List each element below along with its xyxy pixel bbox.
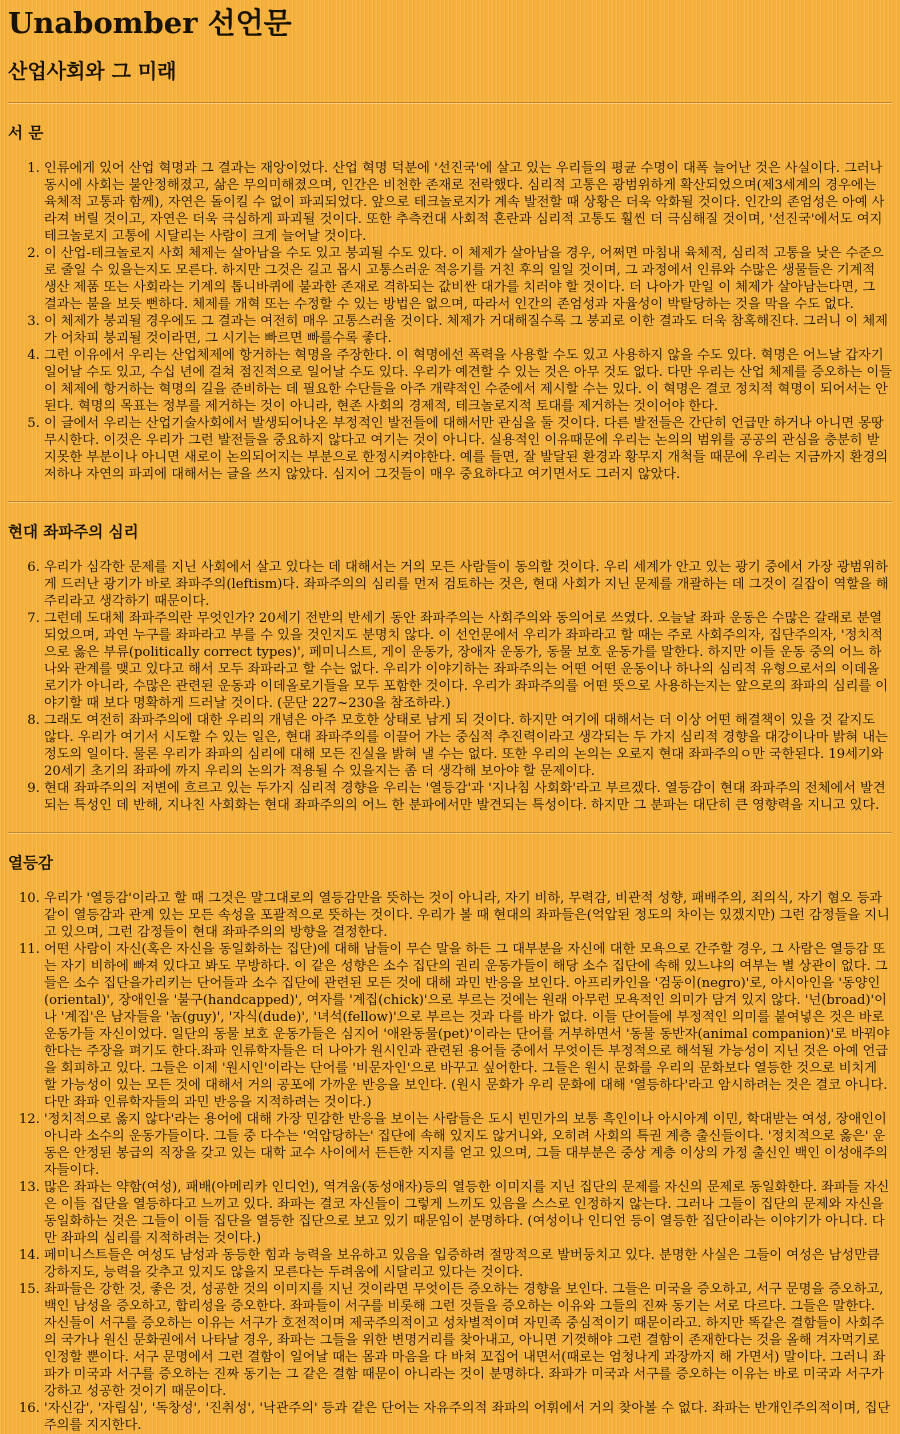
- section-heading: 열등감: [8, 854, 53, 872]
- page-title: Unabomber 선언문: [8, 6, 292, 40]
- list-item: 13. 많은 좌파는 약함(여성), 패배(아메리카 인디언), 역겨움(동성애자)등의 열등한 이미지를 지닌 집단의 문제를 자신의 문제로 동일화한다. 좌파들 자신은 이들 집단을 열등하다고 느끼고 있다. 좌파는 결코 자신들이 그렇게 느끼도 있음을 스스로 인정하지 않는다. 그러나 그들이 집단의 문제와 자신을 동일화하는 것은 그들이 이들 집단을 열등한 집단으로 보고 있기 때문임이 분명하다. (여성이나 인디언 등이 열등한 집단이라는 이야기가 아니다. 다만 좌파의 심리를 지적하려는 것이다.): [44, 1179, 892, 1247]
- page-subtitle: 산업사회와 그 미래: [8, 59, 177, 83]
- list-item: 16. '자신감', '자립심', '독창성', '진취성', '낙관주의' 등과 같은 단어는 자유주의적 좌파의 어휘에서 거의 찾아볼 수 없다. 좌파는 반개인주의적이며, 집단주의를 지지한다.: [44, 1400, 892, 1434]
- list-item: 14. 페미니스트들은 여성도 남성과 동등한 힘과 능력을 보유하고 있음을 입증하려 절망적으로 발버둥치고 있다. 분명한 사실은 그들이 여성은 남성만큼 강하지도, 능력을 갖추고 있지도 않을지 모른다는 두려움에 시달리고 있다는 것이다.: [44, 1247, 892, 1281]
- section-inferiority: [8, 852, 892, 1434]
- list-item: 15. 좌파들은 강한 것, 좋은 것, 성공한 것의 이미지를 지닌 것이라면 무엇이든 증오하는 경향을 보인다. 그들은 미국을 증오하고, 서구 문명을 증오하고, 백인 남성을 증오하고, 합리성을 증오한다. 좌파들이 서구를 비롯해 그런 것들을 증오하는 이유와 그들의 진짜 동기는 서로 다르다. 그들은 말한다. 자신들이 서구를 증오하는 이유는 서구가 호전적이며 제국주의적이고 성차별적이며 자민족 중심적이기 때문이라고. 하지만 똑같은 결함들이 사회주의 국가나 원신 문화권에서 나타날 경우, 좌파는 그들을 위한 변명거리를 찾아내고, 아니면 기껏해야 그런 결함이 존재한다는 것을 올해 겨자먹기로 인정할 뿐이다. 서구 문명에서 그런 결함이 일어날 때는 몸과 마음을 다 바쳐 꼬집어 내면서(때로는 엄청나게 과장까지 해 가면서) 말이다. 그러니 좌파가 미국과 서구를 증오하는 진짜 동기는 그 같은 결함 때문이 아니라는 것이 분명하다. 좌파가 미국과 서구를 증오하는 이유는 바로 미국과 서구가 강하고 성공한 것이기 때문이다.: [44, 1281, 892, 1400]
- list-item: 10. 우리가 '열등감'이라고 할 때 그것은 말그대로의 열등감만을 뜻하는 것이 아니라, 자기 비하, 무력감, 비관적 성향, 패배주의, 죄의식, 자기 혐오 등과 같이 열등감과 관계 있는 모든 속성을 포괄적으로 뜻하는 것이다. 우리가 볼 때 현대의 좌파들은(억압된 정도의 차이는 있겠지만) 그런 감정들을 지니고 있으며, 그런 감정들이 현대 좌파주의의 방향을 결정한다.: [44, 890, 892, 941]
- list-item: 9. 현대 좌파주의의 저변에 흐르고 있는 두가지 심리적 경향을 우리는 '열등감'과 '지나침 사회화'라고 부르겠다. 열등감이 현대 좌파주의 전체에서 발견되는 특성인 데 반해, 지나친 사회화는 현대 좌파주의의 어느 한 분파에서만 발견되는 특성이다. 하지만 그 분파는 대단히 큰 영향력을 지니고 있다.: [44, 780, 892, 814]
- section-heading: 서 문: [8, 124, 44, 142]
- divider: [8, 501, 892, 503]
- list-item: 1. 인류에게 있어 산업 혁명과 그 결과는 재앙이었다. 산업 혁명 덕분에 '선진국'에 살고 있는 우리들의 평균 수명이 대폭 늘어난 것은 사실이다. 그러나 동시에 사회는 불안정해졌고, 삶은 무의미해졌으며, 인간은 비천한 존재로 전락했다. 심리적 고통은 광범위하게 확산되었으며(제3세계의 경우에는 육체적 고통과 함께), 자연은 돌이킬 수 없이 파괴되었다. 앞으로 테크놀로지가 계속 발전할 때 상황은 더욱 악화될 것이다. 인간의 존엄성은 아예 사라져 버릴 것이고, 자연은 더욱 극심하게 파괴될 것이다. 또한 추측컨대 사회적 혼란과 심리적 고통도 훨씬 더 극심해질 것이며, '선진국'에서도 여지 테크놀로지 고통에 시달리는 사람이 크게 늘어날 것이다.: [44, 160, 892, 245]
- divider: [8, 102, 892, 104]
- list-item: 12. '정치적으로 옳지 않다'라는 용어에 대해 가장 민감한 반응을 보이는 사람들은 도시 빈민가의 보통 흑인이나 아시아계 이민, 학대받는 여성, 장애인이 아니라 소수의 운동가들이다. 그들 중 다수는 '억압당하는' 집단에 속해 있지도 않거니와, 오히려 사회의 특권 계층 출신들이다. '정치적으로 옳은' 운동은 안정된 봉급의 직장을 갖고 있는 대학 교수 사이에서 든든한 지지를 얻고 있으며, 그들 대부분은 중상 계층 이상의 가정 출신인 백인 이성애주의자들이다.: [44, 1111, 892, 1179]
- list-item: 8. 그래도 여전히 좌파주의에 대한 우리의 개념은 아주 모호한 상태로 남게 되 것이다. 하지만 여기에 대해서는 더 이상 어떤 해결책이 있을 것 같지도 않다. 우리가 여기서 시도할 수 있는 일은, 현대 좌파주의를 이끌어 가는 중심적 추진력이라고 생각되는 두 가지 심리적 경향을 대강이나마 밝혀 내는 정도의 일이다. 물론 우리가 좌파의 심리에 대해 모든 진실을 밝혀 낼 수는 없다. 또한 우리의 논의는 오로지 현대 좌파주의ㅇ만 국한된다. 19세기와 20세기 초기의 좌파에 까지 우리의 논의가 적용될 수 있을지는 좀 더 생각해 보아야 할 문제이다.: [44, 712, 892, 780]
- list-item: 5. 이 글에서 우리는 산업기술사회에서 발생되어나온 부정적인 발전들에 대해서만 관심을 둘 것이다. 다른 발전들은 간단히 언급만 하거나 아니면 몽땅 무시한다. 이것은 우리가 그런 발전들을 중요하지 않다고 여기는 것이 아니다. 실용적인 이유때문에 우리는 논의의 범위를 공공의 관심을 충분히 받지못한 부분이나 아니면 새로이 논의되어지는 부분으로 한정시켜야한다. 예를 들면, 잘 발달된 환경과 황무지 개척들 때문에 우리는 지금까지 환경의 저하나 자연의 파괴에 대해서는 글을 쓰지 않았다. 심지어 그것들이 매우 중요하다고 여기면서도 그러지 않았다.: [44, 415, 892, 483]
- section-preface: [8, 122, 892, 483]
- list-item: 3. 이 체제가 붕괴될 경우에도 그 결과는 여전히 매우 고통스러울 것이다. 체제가 거대해질수록 그 붕괴로 이한 결과도 더욱 참혹해진다. 그러니 이 체제가 어차피 붕괴될 것이라면, 그 시기는 빠르면 빠를수록 좋다.: [44, 313, 892, 347]
- paragraph-list: [8, 559, 892, 814]
- paragraph-list: [8, 160, 892, 483]
- list-item: 6. 우리가 심각한 문제를 지닌 사회에서 살고 있다는 데 대해서는 거의 모든 사람들이 동의할 것이다. 우리 세계가 안고 있는 광기 중에서 가장 광범위하게 드러난 광기가 바로 좌파주의(leftism)다. 좌파주의의 심리를 먼저 검토하는 것은, 현대 사회가 지닌 문제를 개괄하는 데 그것이 길잡이 역할을 해 주리라고 생각하기 때문이다.: [44, 559, 892, 610]
- divider: [8, 832, 892, 834]
- list-item: 7. 그런데 도대체 좌파주의란 무엇인가? 20세기 전반의 반세기 동안 좌파주의는 사회주의와 동의어로 쓰였다. 오늘날 좌파 운동은 수많은 갈래로 분열되었으며, 과연 누구를 좌파라고 부를 수 있을 것인지도 분명치 않다. 이 선언문에서 우리가 좌파라고 할 때는 주로 사회주의자, 집단주의자, '정치적으로 옳은 부류(politically correct types)', 페미니스트, 게이 운동가, 장애자 운동가, 동물 보호 운동가를 말한다. 하지만 이들 운동 중의 어느 하나와 관계를 맺고 있다고 해서 모두 좌파라고 할 수는 없다. 우리가 이야기하는 좌파주의는 어떤 어떤 운동이나 하나의 심리적 유형으로서의 이데올로기가 아니라, 수많은 관련된 운동과 이데올로기들을 모두 포함한 것이다. 우리가 좌파주의를 어떤 뜻으로 사용하는지는 앞으로의 좌파의 심리를 이야기할 때 보다 명확하게 드러날 것이다. (문단 227~230을 참조하라.): [44, 610, 892, 712]
- list-item: 11. 어떤 사람이 자신(혹은 자신을 동일화하는 집단)에 대해 남들이 무슨 말을 하든 그 대부분을 자신에 대한 모욕으로 간주할 경우, 그 사람은 열등감 또는 자기 비하에 빠져 있다고 봐도 무방하다. 이 같은 성향은 소수 집단의 권리 운동가들이 해당 소수 집단에 속해 있느냐의 여부는 별 상관이 없다. 그들은 소수 집단을가리키는 단어들과 소수 집단에 관련된 모든 것에 대해 과민 반응을 보인다. 아프리카인을 '검둥이(negro)'로, 아시아인을 '동양인(oriental)', 장애인을 '불구(handcapped)', 여자를 '계집(chick)'으로 부르는 것에는 원래 아무런 모욕적인 의미가 담겨 있지 않다. '넌(broad)'이나 '계집'은 남자들을 '놈(guy)', '자식(dude)', '녀석(fellow)'으로 부르는 것과 다를 바가 없다. 이들 단어들에 부정적인 의미를 붙여넣은 것은 바로 운동가들 자신이었다. 일단의 동물 보호 운동가들은 심지어 '애완동물(pet)'이라는 단어를 거부하면서 '동물 동반자(animal companion)'로 바꿔야 한다는 주장을 펴기도 한다.좌파 인류학자들은 더 나아가 원시인과 관련된 용어들 중에서 무엇이든 부정적으로 해석될 가능성이 지닌 것은 아예 언급을 회피하고 있다. 그들은 이제 '원시인'이라는 단어를 '비문자인'으로 바꾸고 싶어한다. 그들은 원시 문화를 우리의 문화보다 열등한 것으로 비치게 할 가능성이 있는 모든 것에 대해서 거의 공포에 가까운 반응을 보인다. (원시 문화가 우리 문화에 대해 '열등하다'라고 암시하려는 것은 결코 아니다. 다만 좌파 인류학자들의 과민 반응을 지적하려는 것이다.): [44, 941, 892, 1111]
- list-item: 2. 이 산업-테크놀로지 사회 체제는 살아남을 수도 있고 붕괴될 수도 있다. 이 체제가 살아남을 경우, 어쩌면 마침내 육체적, 심리적 고통을 낮은 수준으로 줄일 수 있을는지도 모른다. 하지만 그것은 길고 몹시 고통스러운 적응기를 거친 후의 일일 것이며, 그 과정에서 인류와 수많은 생물들은 기계적 생산 제품 또는 사회라는 기계의 톱니바퀴에 불과한 존재로 격하되는 값비싼 대가를 치러야 할 것이다. 더 나아가 만일 이 체제가 살아남는다면, 그 결과는 불을 보듯 뻔하다. 체제를 개혁 또는 수정할 수 있는 방법은 없으며, 따라서 인간의 존엄성과 자율성이 박탈당하는 것을 막을 수도 없다.: [44, 245, 892, 313]
- section-heading: 현대 좌파주의 심리: [8, 523, 139, 541]
- section-leftism-psychology: [8, 521, 892, 814]
- paragraph-list: [8, 890, 892, 1434]
- list-item: 4. 그런 이유에서 우리는 산업체제에 항거하는 혁명을 주장한다. 이 혁명에선 폭력을 사용할 수도 있고 사용하지 않을 수도 있다. 혁명은 어느날 갑자기 일어날 수도 있고, 수십 년에 걸쳐 점진적으로 일어날 수도 있다. 우리가 예견할 수 있는 것은 아무 것도 없다. 다만 우리는 산업 체제를 증오하는 이들이 체제에 항거하는 혁명의 길을 준비하는 데 필요한 수단들을 아주 개략적인 수준에서 제시할 수는 있다. 이 혁명은 결코 정치적 혁명이 되어서는 안 된다. 혁명의 목표는 정부를 제거하는 것이 아니라, 현존 사회의 경제적, 테크놀로지적 토대를 제거하는 것이어야 한다.: [44, 347, 892, 415]
